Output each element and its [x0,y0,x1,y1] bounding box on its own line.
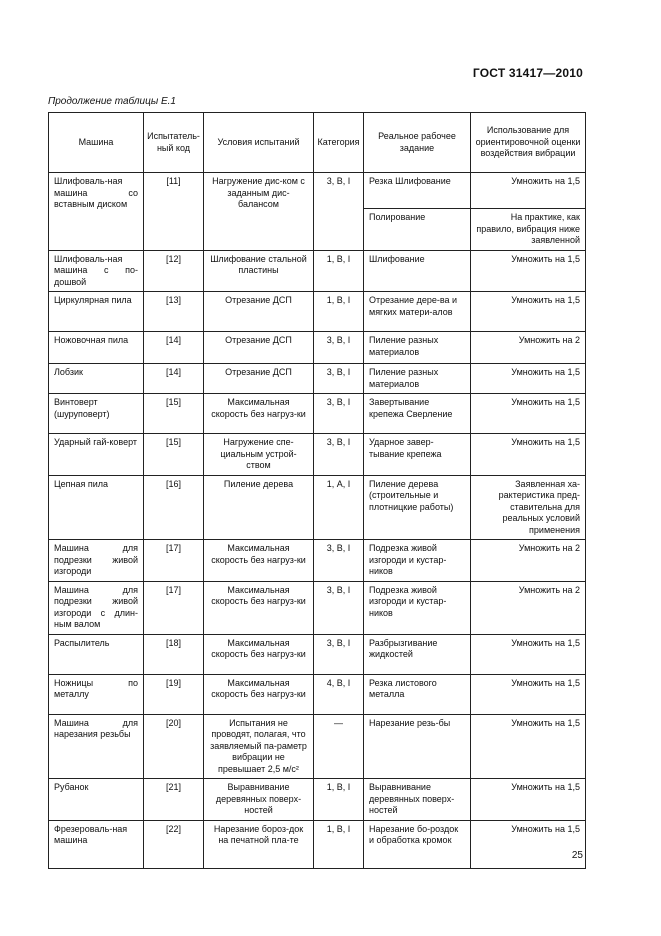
cell-code: [19] [144,674,204,714]
cell-usage: Умножить на 2 [471,332,586,364]
cell-task: Подрезка живой изгороди и кустар-ников [364,581,471,634]
cell-usage: Умножить на 1,5 [471,714,586,779]
cell-category: 1, А, I [314,475,364,540]
cell-usage: Умножить на 2 [471,581,586,634]
cell-category: 3, В, I [314,634,364,674]
cell-usage: Умножить на 1,5 [471,394,586,434]
cell-usage: Умножить на 1,5 [471,250,586,292]
cell-conditions: Максимальная скорость без нагруз-ки [204,394,314,434]
cell-conditions: Максимальная скорость без нагруз-ки [204,634,314,674]
cell-task: Подрезка живой изгороди и кустар-ников [364,540,471,582]
cell-machine: Фрезероваль-ная машина [49,820,144,868]
cell-conditions: Максимальная скорость без нагруз-ки [204,540,314,582]
cell-code: [22] [144,820,204,868]
cell-task: Полирование [364,209,471,251]
cell-task: Резка Шлифование [364,173,471,209]
cell-usage: Умножить на 1,5 [471,779,586,821]
table-row [49,714,586,779]
cell-code: [17] [144,540,204,582]
page-number: 25 [571,850,583,861]
cell-conditions: Нагружение дис-ком с заданным дис-балансом [204,173,314,251]
cell-machine: Распылитель [49,634,144,674]
cell-machine: Ножницы по металлу [49,674,144,714]
table-row [49,779,586,821]
cell-task: Нарезание резь-бы [364,714,471,779]
cell-task: Разбрызгивание жидкостей [364,634,471,674]
cell-task: Нарезание бо-роздок и обработка кромок [364,820,471,868]
table-row [49,250,586,292]
cell-task: Пиление разных материалов [364,364,471,394]
cell-category: 3, В, I [314,581,364,634]
column-header-category: Категория [314,113,364,173]
table-row [49,394,586,434]
cell-conditions: Отрезание ДСП [204,364,314,394]
cell-conditions: Нарезание бороз-док на печатной пла-те [204,820,314,868]
table-row [49,540,586,582]
cell-category: 3, В, I [314,394,364,434]
cell-conditions: Максимальная скорость без нагруз-ки [204,581,314,634]
cell-task: Резка листового металла [364,674,471,714]
cell-machine: Винтоверт (шуруповерт) [49,394,144,434]
cell-usage: Умножить на 1,5 [471,634,586,674]
cell-machine: Рубанок [49,779,144,821]
cell-conditions: Максимальная скорость без нагруз-ки [204,674,314,714]
cell-conditions: Выравнивание деревянных поверх-ностей [204,779,314,821]
cell-category: 1, В, I [314,292,364,332]
table-row [49,634,586,674]
cell-machine: Циркулярная пила [49,292,144,332]
cell-category: 3, В, I [314,173,364,251]
cell-task: Ударное завер-тывание крепежа [364,434,471,476]
table-row [49,674,586,714]
cell-machine: Ножовочная пила [49,332,144,364]
cell-category: 1, В, I [314,820,364,868]
cell-usage: Умножить на 1,5 [471,364,586,394]
cell-code: [15] [144,394,204,434]
cell-machine: Машина для нарезания резьбы [49,714,144,779]
cell-machine: Цепная пила [49,475,144,540]
cell-usage: Умножить на 1,5 [471,173,586,209]
cell-code: [13] [144,292,204,332]
table-row [49,173,586,209]
cell-category: 1, В, I [314,779,364,821]
cell-conditions: Испытания не проводят, полагая, что заявляемый па-раметр вибрации не превышает 2,5 м/с² [204,714,314,779]
cell-conditions: Отрезание ДСП [204,332,314,364]
cell-code: [21] [144,779,204,821]
cell-category: 3, В, I [314,540,364,582]
cell-usage: На практике, как правило, вибрация ниже заявленной [471,209,586,251]
cell-conditions: Нагружение спе-циальным устрой-ством [204,434,314,476]
document-code: ГОСТ 31417—2010 [472,66,583,80]
column-header-conditions: Условия испытаний [204,113,314,173]
table-row [49,475,586,540]
cell-machine: Машина для подрезки живой изгороди с длин-ным валом [49,581,144,634]
column-header-machine: Машина [49,113,144,173]
column-header-usage: Использование для ориентировочной оценки воздействия вибрации [471,113,586,173]
cell-machine: Машина для подрезки живой изгороди [49,540,144,582]
cell-usage: Умножить на 1,5 [471,292,586,332]
cell-category: 3, В, I [314,364,364,394]
cell-usage: Умножить на 1,5 [471,434,586,476]
column-header-task: Реальное рабочее задание [364,113,471,173]
cell-usage: Заявленная ха-рактеристика пред-ставительна для реальных условий применения [471,475,586,540]
cell-code: [16] [144,475,204,540]
cell-code: [14] [144,332,204,364]
cell-conditions: Шлифование стальной пластины [204,250,314,292]
cell-conditions: Пиление дерева [204,475,314,540]
cell-category: — [314,714,364,779]
table-body [49,173,586,869]
cell-task: Пиление дерева (строительные и плотницкие работы) [364,475,471,540]
table-header-row [49,113,586,173]
cell-task: Завертывание крепежа Сверление [364,394,471,434]
cell-machine: Лобзик [49,364,144,394]
cell-task: Отрезание дере-ва и мягких матери-алов [364,292,471,332]
column-header-code: Испытатель-ный код [144,113,204,173]
table-row [49,820,586,868]
cell-usage: Умножить на 1,5 [471,674,586,714]
table-row [49,581,586,634]
cell-machine: Ударный гай-коверт [49,434,144,476]
cell-category: 3, В, I [314,332,364,364]
cell-code: [17] [144,581,204,634]
cell-conditions: Отрезание ДСП [204,292,314,332]
table-row [49,332,586,364]
table-row [49,292,586,332]
cell-usage: Умножить на 2 [471,540,586,582]
cell-category: 1, В, I [314,250,364,292]
cell-task: Выравнивание деревянных поверх-ностей [364,779,471,821]
table-row [49,434,586,476]
cell-category: 4, В, I [314,674,364,714]
cell-code: [20] [144,714,204,779]
table-caption: Продолжение таблицы Е.1 [48,96,176,107]
cell-machine: Шлифоваль-ная машина с по-дошвой [49,250,144,292]
cell-code: [12] [144,250,204,292]
cell-code: [11] [144,173,204,251]
cell-usage: Умножить на 1,5 [471,820,586,868]
vibration-table [48,112,586,869]
cell-machine: Шлифоваль-ная машина со вставным диском [49,173,144,251]
cell-code: [14] [144,364,204,394]
cell-task: Шлифование [364,250,471,292]
cell-category: 3, В, I [314,434,364,476]
cell-code: [18] [144,634,204,674]
cell-code: [15] [144,434,204,476]
table-row [49,364,586,394]
cell-task: Пиление разных материалов [364,332,471,364]
